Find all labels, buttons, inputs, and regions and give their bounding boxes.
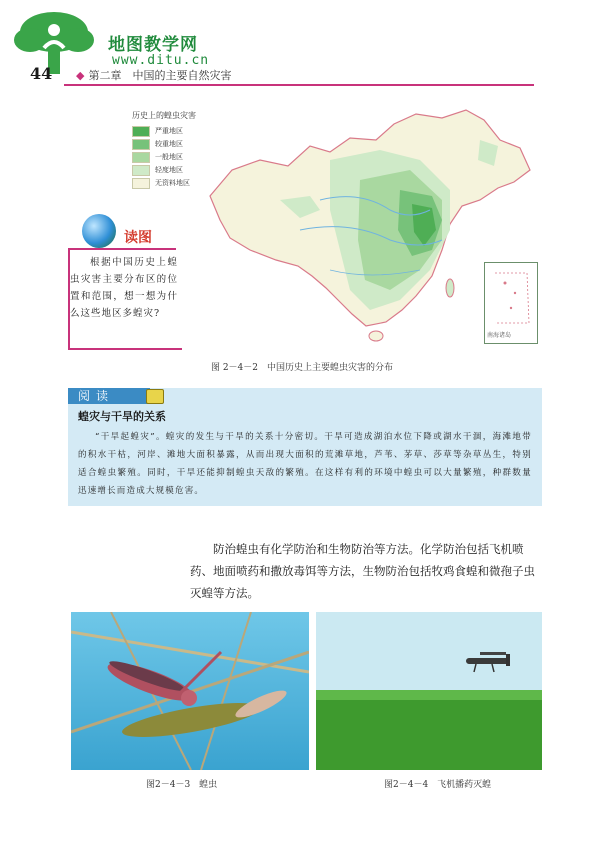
header-divider (64, 84, 534, 86)
map-legend (132, 110, 227, 190)
legend-swatch (132, 126, 150, 137)
legend-item (132, 164, 227, 176)
chapter-heading (76, 67, 231, 83)
legend-swatch (132, 165, 150, 176)
legend-label: 轻度地区 (155, 166, 183, 174)
plane-field-image (316, 612, 542, 770)
legend-label: 较重地区 (155, 140, 183, 148)
locust-photo (71, 612, 309, 770)
read-map-question: 根据中国历史上蝗虫灾害主要分布区的位置和范围，想一想为什么这些地区多蝗灾? (70, 257, 178, 319)
globe-icon (82, 214, 116, 248)
locust-image (71, 612, 309, 770)
legend-item (132, 177, 227, 189)
chapter-label: 第二章 中国的主要自然灾害 (88, 69, 232, 82)
legend-label: 无资料地区 (155, 179, 190, 187)
book-icon (146, 389, 164, 404)
map-caption: 图 2－4－2 中国历史上主要蝗虫灾害的分布 (210, 363, 394, 373)
legend-swatch (132, 152, 150, 163)
legend-item (132, 151, 227, 163)
legend-label: 一般地区 (155, 153, 183, 161)
legend-label: 严重地区 (155, 127, 183, 135)
plane-caption: 图2－4－4 飞机播药灭蝗 (384, 780, 492, 790)
site-logo-url: www.ditu.cn (112, 53, 210, 68)
site-logo-title: 地图教学网 (108, 35, 198, 55)
reading-tab: 阅读 (68, 388, 150, 404)
reading-text: “干旱起蝗灾”。蝗灾的发生与干旱的关系十分密切。干旱可造成湖泊水位下降或湖水干涸，海滩地带的积水干枯，河岸、滩地大面积暴露，从而出现大面积的荒滩草地，芦苇、茅草、莎草等杂草丛生，特别适合蝗虫繁殖。同时，干旱还能抑制蝗虫天敌的繁殖。在这样有利的环境中蝗虫可以大量繁殖，种群数量迅速增长而造成大规模危害。 (78, 432, 532, 496)
legend-title: 历史上的蝗虫灾害 (132, 111, 196, 120)
locust-caption: 图2－4－3 蝗虫 (146, 780, 218, 790)
legend-item (132, 138, 227, 150)
legend-item (132, 125, 227, 137)
diamond-icon: ◆ (76, 69, 85, 82)
reading-title: 蝗灾与干旱的关系 (78, 410, 166, 423)
legend-swatch (132, 178, 150, 189)
read-map-title: 读图 (124, 230, 152, 246)
legend-swatch (132, 139, 150, 150)
page-number: 44 (30, 64, 53, 83)
body-paragraph: 防治蝗虫有化学防治和生物防治等方法。化学防治包括飞机喷药、地面喷药和撒放毒饵等方法，生物防治包括牧鸡食蝗和微孢子虫灭蝗等方法。 (190, 542, 535, 600)
read-map-box (68, 250, 182, 350)
plane-spraying-photo (316, 612, 542, 770)
inset-label: 南海诸岛 (487, 332, 512, 339)
